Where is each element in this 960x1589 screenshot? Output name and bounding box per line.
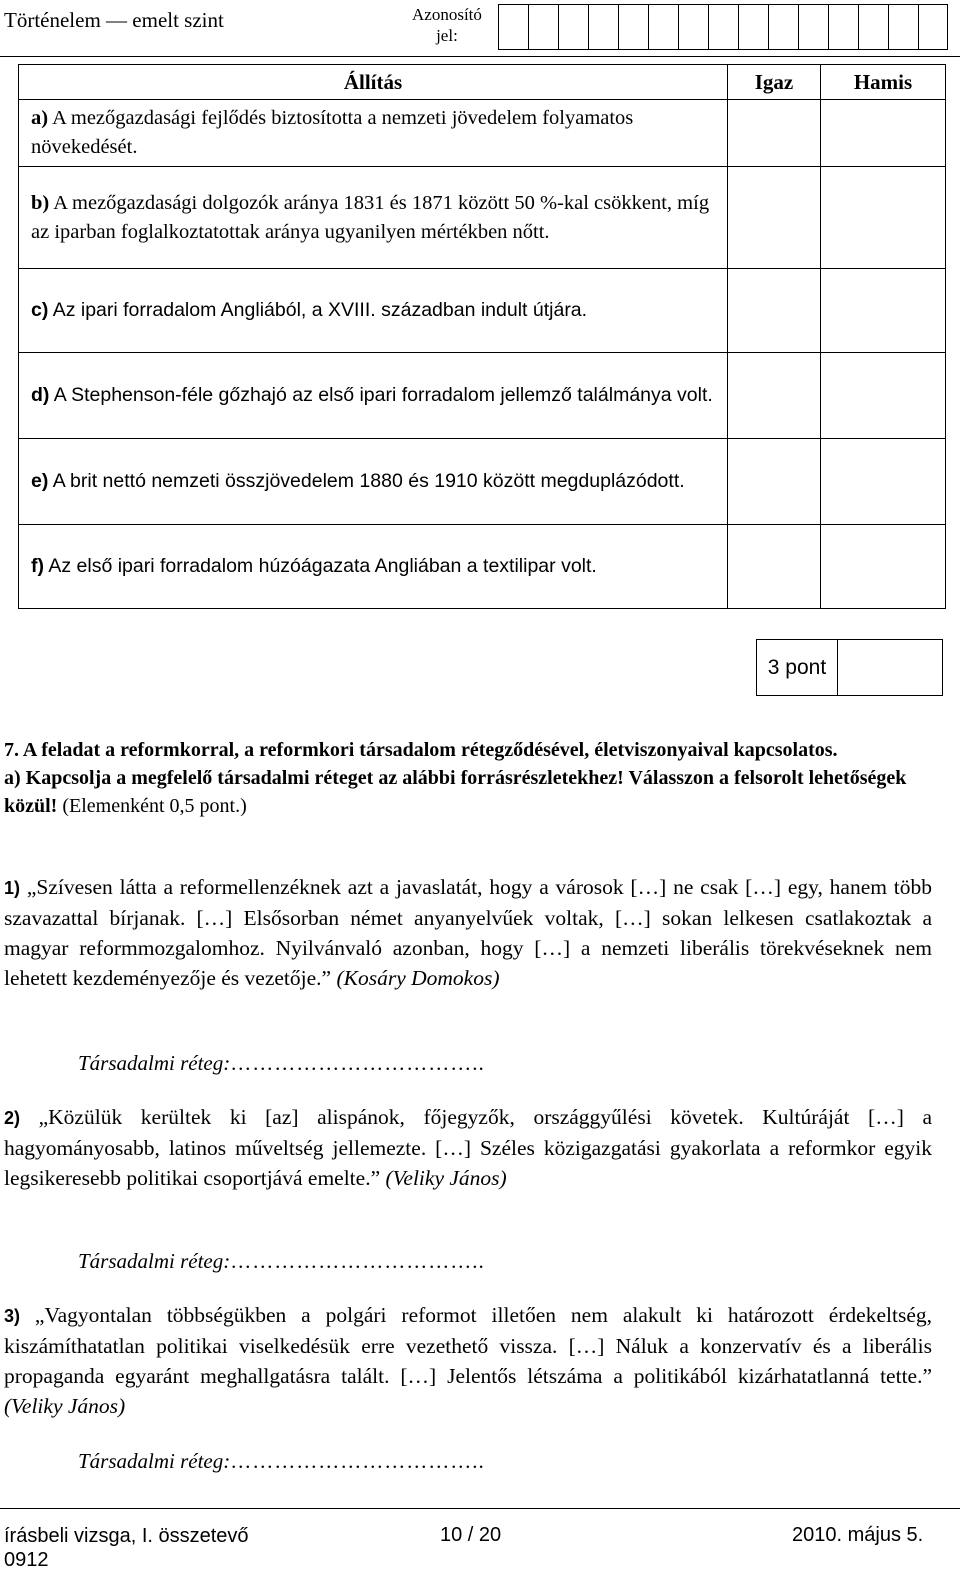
exam-subject-title: Történelem — emelt szint bbox=[4, 8, 224, 32]
false-answer-cell[interactable] bbox=[821, 525, 946, 609]
table-row bbox=[19, 525, 946, 609]
false-answer-cell[interactable] bbox=[821, 100, 946, 167]
id-box[interactable] bbox=[588, 4, 618, 50]
source-excerpt-1: 1) „Szívesen látta a reformellenzéknek azt a javaslatát, hogy a városok […] ne csak […] egy, hanem több szavazattal bírjanak. […] Elsősorban német anyanyelvűek voltak, […] sokan lelkesen csatlakoztak a magyar reformmozgalomhoz. Nyilvánvaló azonban, hogy […] a nemzeti liberális törekvéseknek nem lehetett kezdeményezője és vezetője.” (Kosáry Domokos) bbox=[4, 875, 933, 990]
header-divider bbox=[0, 56, 960, 57]
true-false-table bbox=[18, 64, 946, 609]
statement-cell: b) A mezőgazdasági dolgozók aránya 1831 és 1871 között 50 %-kal csökkent, míg az iparban foglalkoztatottak aránya ugyanilyen mértékben nőtt. bbox=[19, 167, 728, 269]
task-7-prompt bbox=[4, 736, 956, 820]
task-instruction-note: (Elemenként 0,5 pont.) bbox=[62, 795, 247, 817]
points-box bbox=[756, 639, 943, 696]
statement-cell: f) Az első ipari forradalom húzóágazata Angliában a textilipar volt. bbox=[19, 525, 728, 609]
footer-divider bbox=[0, 1508, 960, 1509]
false-answer-cell[interactable] bbox=[821, 269, 946, 353]
table-row bbox=[19, 167, 946, 269]
false-answer-cell[interactable] bbox=[821, 439, 946, 525]
table-row bbox=[19, 269, 946, 353]
points-label: 3 pont bbox=[757, 640, 838, 695]
true-answer-cell[interactable] bbox=[728, 100, 821, 167]
footer-page-number: 10 / 20 bbox=[440, 1524, 502, 1546]
id-box[interactable] bbox=[708, 4, 738, 50]
col-false-header: Hamis bbox=[821, 65, 946, 100]
statement-cell: d) A Stephenson-féle gőzhajó az első ipari forradalom jellemző találmánya volt. bbox=[19, 353, 728, 439]
id-box[interactable] bbox=[738, 4, 768, 50]
id-box[interactable] bbox=[768, 4, 798, 50]
statement-cell: a) A mezőgazdasági fejlődés biztosította a nemzeti jövedelem folyamatos növekedését. bbox=[19, 100, 728, 167]
answer-line-1[interactable]: Társadalmi réteg:…………………………….. bbox=[78, 1051, 485, 1075]
id-box[interactable] bbox=[498, 4, 528, 50]
id-box[interactable] bbox=[858, 4, 888, 50]
id-box[interactable] bbox=[528, 4, 558, 50]
table-header-row bbox=[19, 65, 946, 100]
table-row bbox=[19, 353, 946, 439]
table-row bbox=[19, 439, 946, 525]
statement-cell: c) Az ipari forradalom Angliából, a XVIII. században indult útjára. bbox=[19, 269, 728, 353]
statement-cell: e) A brit nettó nemzeti összjövedelem 1880 és 1910 között megduplázódott. bbox=[19, 439, 728, 525]
source-excerpt-3: 3) „Vagyontalan többségükben a polgári reformot illetően nem alakult ki határozott érdekeltség, kiszámíthatatlan politikai viselkedésük erre vezethető vissza. […] Náluk a konzervatív és a liberális propaganda egyaránt meghallgatásra talált. […] Jelentős létszáma a politikából kizárhatatlanná tette.” (Veliky János) bbox=[4, 1303, 932, 1418]
false-answer-cell[interactable] bbox=[821, 353, 946, 439]
candidate-id-label: Azonosító jel: bbox=[412, 5, 482, 45]
source-excerpt-2: 2) „Közülük kerültek ki [az] alispánok, főjegyzők, országgyűlési követek. Kultúráját […] a hagyományosabb, latinos műveltség jellemezte. […] Széles közigazgatási gyakorlata a reformkor egyik legsikeresebb politikai csoportjává emelte.” (Veliky János) bbox=[4, 1105, 932, 1190]
points-score-field[interactable] bbox=[838, 640, 942, 695]
id-box[interactable] bbox=[828, 4, 858, 50]
answer-line-2[interactable]: Társadalmi réteg:…………………………….. bbox=[78, 1249, 485, 1273]
answer-line-3[interactable]: Társadalmi réteg:…………………………….. bbox=[78, 1449, 485, 1473]
true-answer-cell[interactable] bbox=[728, 439, 821, 525]
true-answer-cell[interactable] bbox=[728, 525, 821, 609]
id-box[interactable] bbox=[678, 4, 708, 50]
id-box[interactable] bbox=[558, 4, 588, 50]
col-true-header: Igaz bbox=[728, 65, 821, 100]
id-box[interactable] bbox=[798, 4, 828, 50]
footer-exam-info: írásbeli vizsga, I. összetevő 0912 bbox=[4, 1525, 249, 1571]
id-box[interactable] bbox=[918, 4, 948, 50]
task-instruction: a) Kapcsolja a megfelelő társadalmi réteget az alábbi forrásrészletekhez! Válasszon a felsorolt lehetőségek közül! bbox=[4, 767, 907, 817]
id-box[interactable] bbox=[618, 4, 648, 50]
id-box[interactable] bbox=[888, 4, 918, 50]
candidate-id-boxes bbox=[498, 4, 948, 50]
table-row bbox=[19, 100, 946, 167]
true-answer-cell[interactable] bbox=[728, 353, 821, 439]
footer-date: 2010. május 5. bbox=[792, 1524, 924, 1546]
id-box[interactable] bbox=[648, 4, 678, 50]
true-answer-cell[interactable] bbox=[728, 167, 821, 269]
true-answer-cell[interactable] bbox=[728, 269, 821, 353]
false-answer-cell[interactable] bbox=[821, 167, 946, 269]
col-statement-header: Állítás bbox=[19, 65, 728, 100]
task-heading: 7. A feladat a reformkorral, a reformkori társadalom rétegződésével, életviszonyaival kapcsolatos. bbox=[4, 739, 838, 761]
